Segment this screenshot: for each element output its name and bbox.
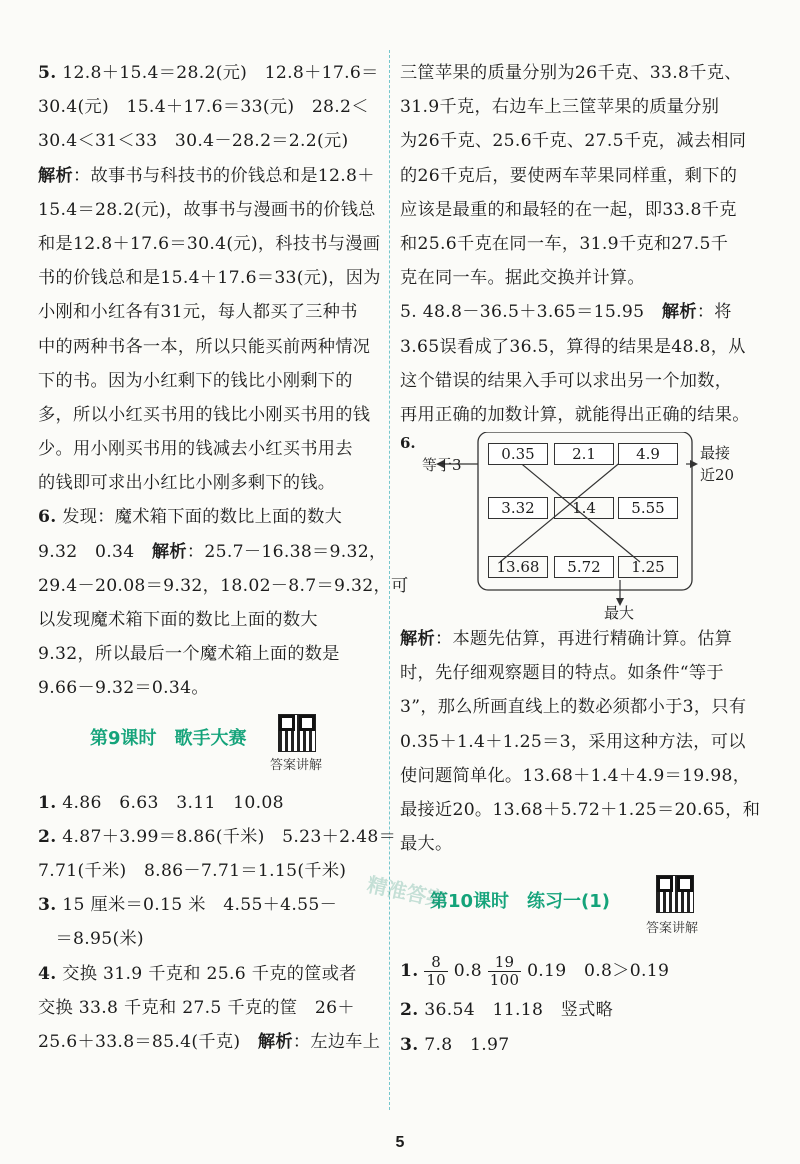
box-1-4: 1.4 bbox=[554, 497, 614, 519]
r-q6-analysis-5: 使问题简单化。13.68＋1.4＋4.9＝19.98， bbox=[400, 765, 751, 786]
q6-line-2: 9.32 0.34 解析：25.7－16.38＝9.32， bbox=[38, 541, 387, 562]
q5-line-1: 5. 12.8＋15.4＝28.2(元) 12.8＋17.6＝ bbox=[38, 63, 379, 83]
qr-caption: 答案讲解 bbox=[646, 921, 699, 937]
q6-line-4: 以发现魔术箱下面的数比上面的数大 bbox=[38, 610, 318, 630]
label-largest: 最大 bbox=[604, 604, 635, 623]
label-closest-20-b: 近20 bbox=[700, 466, 735, 485]
box-0-35: 0.35 bbox=[488, 443, 548, 465]
box-5-72: 5.72 bbox=[554, 556, 614, 578]
q5-analysis-3: 和是12.8＋17.6＝30.4(元)，科技书与漫画 bbox=[38, 233, 381, 254]
l9-line-7: 交换 33.8 千克和 27.5 千克的筐 26＋ bbox=[38, 997, 355, 1018]
r-cont-4: 的26千克后，要使两车苹果同样重，剩下的 bbox=[400, 165, 738, 186]
watermark-stamp: 精准答案 bbox=[365, 872, 449, 913]
box-4-9: 4.9 bbox=[618, 443, 678, 465]
r-cont-3: 为26千克、25.6千克、27.5千克，减去相同 bbox=[400, 131, 747, 152]
l9-line-8: 25.6＋33.8＝85.4(千克) 解析：左边车上 bbox=[38, 1031, 381, 1052]
qr-code-icon[interactable] bbox=[278, 714, 316, 752]
box-5-55: 5.55 bbox=[618, 497, 678, 519]
page-number: 5 bbox=[395, 1134, 405, 1151]
r-q6-analysis-1: 解析：本题先估算，再进行精确计算。估算 bbox=[400, 629, 733, 650]
q5-analysis-8: 多，所以小红买书用的钱比小刚买书用的钱 bbox=[38, 404, 371, 425]
q5-analysis-2: 15.4＝28.2(元)，故事书与漫画书的价钱总 bbox=[38, 199, 376, 220]
l9-line-1: 1. 4.86 6.63 3.11 10.08 bbox=[38, 792, 284, 813]
r-cont-1: 三筐苹果的质量分别为26千克、33.8千克、 bbox=[400, 63, 742, 83]
q6-line-5: 9.32，所以最后一个魔术箱上面的数是 bbox=[38, 644, 340, 665]
r-cont-6: 和25.6千克在同一车，31.9千克和27.5千 bbox=[400, 233, 729, 254]
q5-analysis-6: 中的两种书各一本，所以只能买前两种情况 bbox=[38, 336, 371, 357]
r-q5-line-2: 3.65误看成了36.5，算得的结果是48.8，从 bbox=[400, 336, 746, 357]
qr-caption: 答案讲解 bbox=[270, 757, 323, 773]
q5-line-2: 30.4(元) 15.4＋17.6＝33(元) 28.2＜ bbox=[38, 97, 369, 118]
q6-number: 6. bbox=[400, 434, 416, 453]
r-q6-analysis-6: 最接近20。13.68＋5.72＋1.25＝20.65，和 bbox=[400, 800, 761, 820]
r-cont-7: 克在同一车。据此交换并计算。 bbox=[400, 268, 645, 289]
lesson10-title: 第10课时 练习一(1) bbox=[430, 891, 611, 913]
r-q6-analysis-7: 最大。 bbox=[400, 834, 453, 855]
r-q5-line-1: 5. 48.8－36.5＋3.65＝15.95 解析：将 bbox=[400, 302, 732, 323]
q5-analysis-9: 少。用小刚买书用的钱减去小红买书用去 bbox=[38, 439, 353, 460]
box-2-1: 2.1 bbox=[554, 443, 614, 465]
q5-analysis-7: 下的书。因为小红剩下的钱比小刚剩下的 bbox=[38, 370, 353, 391]
q6-line-6: 9.66－9.32＝0.34。 bbox=[38, 678, 209, 699]
box-1-25: 1.25 bbox=[618, 556, 678, 578]
lesson9-title: 第9课时 歌手大赛 bbox=[90, 727, 247, 749]
r-q6-analysis-3: 3”，那么所画直线上的数必须都小于3，只有 bbox=[400, 697, 747, 718]
r-q6-analysis-4: 0.35＋1.4＋1.25＝3，采用这种方法，可以 bbox=[400, 731, 746, 752]
label-equals-3: 等于3 bbox=[422, 456, 462, 475]
l9-line-6: 4. 交换 31.9 千克和 25.6 千克的筐或者 bbox=[38, 963, 357, 984]
q6-line-3: 29.4－20.08＝9.32，18.02－8.7＝9.32，可 bbox=[38, 575, 409, 596]
label-closest-20-a: 最接 bbox=[700, 444, 731, 463]
l9-line-5: ＝8.95(米) bbox=[38, 929, 144, 950]
r-q5-line-4: 再用正确的加数计算，就能得出正确的结果。 bbox=[400, 404, 750, 425]
arrow-right-head bbox=[690, 460, 698, 468]
q6-line-1: 6. 发现：魔术箱下面的数比上面的数大 bbox=[38, 507, 343, 528]
fraction-19-100: $\frac{19}{100}$ bbox=[489, 953, 520, 990]
r-q5-line-3: 这个错误的结果入手可以求出另一个加数， bbox=[400, 370, 733, 391]
l9-line-3: 7.71(千米) 8.86－7.71＝1.15(千米) bbox=[38, 860, 347, 881]
r-q6-analysis-2: 时，先仔细观察题目的特点。如条件“等于 bbox=[400, 663, 724, 684]
q6-diagram bbox=[400, 432, 750, 622]
l9-line-4: 3. 15 厘米＝0.15 米 4.55＋4.55－ bbox=[38, 895, 338, 916]
lesson9-header bbox=[38, 706, 378, 786]
q5-line-3: 30.4＜31＜33 30.4－28.2＝2.2(元) bbox=[38, 131, 349, 152]
l10-q3: 3. 7.8 1.97 bbox=[400, 1034, 510, 1055]
l9-line-2: 2. 4.87＋3.99＝8.86(千米) 5.23＋2.48＝ bbox=[38, 826, 397, 847]
fraction-8-10: $\frac{8}{10}$ bbox=[426, 953, 446, 990]
box-3-32: 3.32 bbox=[488, 497, 548, 519]
q5-analysis-1: 解析：故事书与科技书的价钱总和是12.8＋ bbox=[38, 165, 375, 186]
q5-analysis-4: 书的价钱总和是15.4＋17.6＝33(元)，因为 bbox=[38, 268, 381, 289]
qr-code-icon[interactable] bbox=[656, 875, 694, 913]
r-cont-2: 31.9千克，右边车上三筐苹果的质量分别 bbox=[400, 97, 720, 118]
q5-analysis-10: 的钱即可求出小红比小刚多剩下的钱。 bbox=[38, 473, 336, 494]
l10-q2: 2. 36.54 11.18 竖式略 bbox=[400, 1000, 614, 1021]
r-cont-5: 应该是最重的和最轻的在一起，即33.8千克 bbox=[400, 199, 737, 220]
box-13-68: 13.68 bbox=[488, 556, 548, 578]
l10-q1: 1. $\frac{8}{10}$ 0.8 $\frac{19}{100}$ 0.19 0.8＞0.19 bbox=[400, 953, 670, 990]
q5-analysis-5: 小刚和小红各有31元，每人都买了三种书 bbox=[38, 302, 358, 323]
